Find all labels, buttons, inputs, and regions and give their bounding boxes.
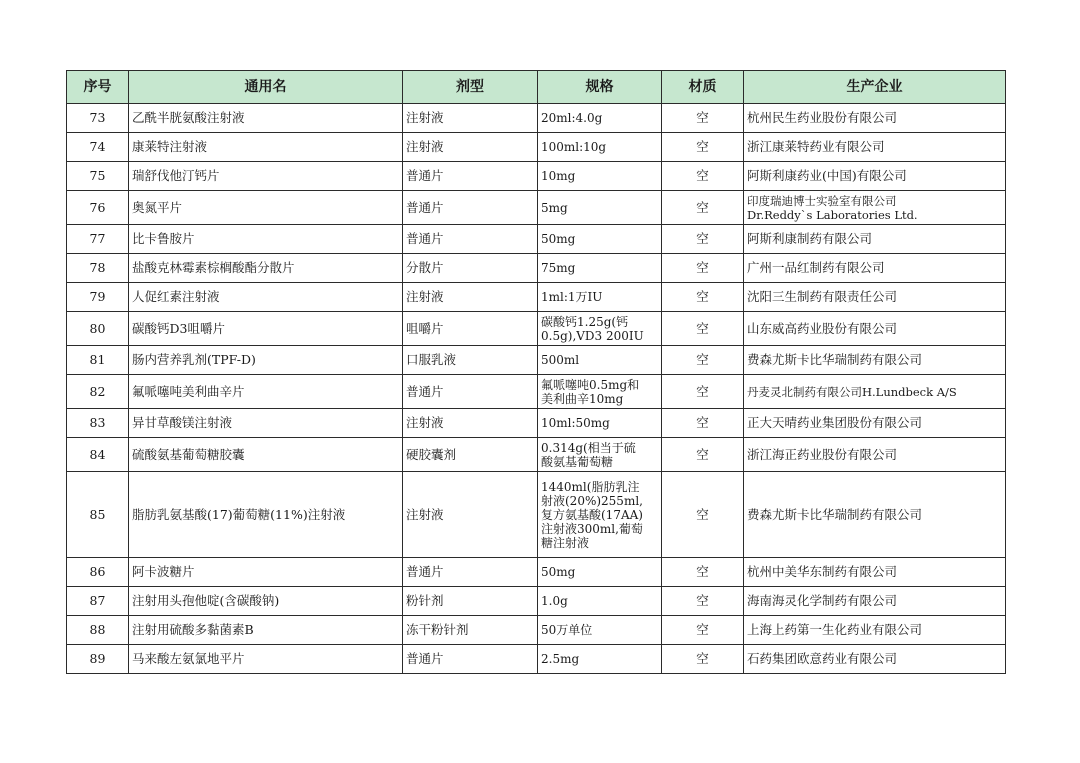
cell-manufacturer: 费森尤斯卡比华瑞制药有限公司 (744, 346, 1006, 375)
cell-manufacturer: 印度瑞迪博士实验室有限公司 Dr.Reddy`s Laboratories Ltd. (744, 191, 1006, 225)
cell-material: 空 (662, 409, 744, 438)
cell-dosage-form: 冻干粉针剂 (403, 616, 538, 645)
cell-specification: 氟哌噻吨0.5mg和 美利曲辛10mg (538, 375, 662, 409)
cell-dosage-form: 硬胶囊剂 (403, 438, 538, 472)
cell-generic-name: 人促红素注射液 (129, 283, 403, 312)
cell-material: 空 (662, 616, 744, 645)
cell-dosage-form: 普通片 (403, 375, 538, 409)
cell-dosage-form: 普通片 (403, 191, 538, 225)
table-row (67, 558, 1006, 587)
cell-manufacturer: 丹麦灵北制药有限公司H.Lundbeck A/S (744, 375, 1006, 409)
cell-material: 空 (662, 104, 744, 133)
cell-dosage-form: 口服乳液 (403, 346, 538, 375)
cell-generic-name: 康莱特注射液 (129, 133, 403, 162)
cell-dosage-form: 注射液 (403, 133, 538, 162)
cell-manufacturer: 浙江康莱特药业有限公司 (744, 133, 1006, 162)
cell-generic-name: 肠内营养乳剂(TPF-D) (129, 346, 403, 375)
cell-serial-number: 79 (67, 283, 129, 312)
cell-specification: 75mg (538, 254, 662, 283)
cell-generic-name: 盐酸克林霉素棕榈酸酯分散片 (129, 254, 403, 283)
header-material: 材质 (662, 71, 744, 104)
table-row (67, 254, 1006, 283)
header-serial-number: 序号 (67, 71, 129, 104)
cell-serial-number: 73 (67, 104, 129, 133)
cell-specification: 2.5mg (538, 645, 662, 674)
cell-serial-number: 75 (67, 162, 129, 191)
table-row (67, 438, 1006, 472)
cell-generic-name: 注射用头孢他啶(含碳酸钠) (129, 587, 403, 616)
cell-serial-number: 87 (67, 587, 129, 616)
cell-specification: 50mg (538, 225, 662, 254)
cell-serial-number: 86 (67, 558, 129, 587)
header-manufacturer: 生产企业 (744, 71, 1006, 104)
cell-dosage-form: 注射液 (403, 472, 538, 558)
cell-specification: 50mg (538, 558, 662, 587)
cell-specification: 50万单位 (538, 616, 662, 645)
cell-specification: 500ml (538, 346, 662, 375)
cell-manufacturer: 海南海灵化学制药有限公司 (744, 587, 1006, 616)
cell-manufacturer: 广州一品红制药有限公司 (744, 254, 1006, 283)
table-row (67, 191, 1006, 225)
cell-generic-name: 奥氮平片 (129, 191, 403, 225)
cell-serial-number: 74 (67, 133, 129, 162)
cell-serial-number: 89 (67, 645, 129, 674)
cell-generic-name: 注射用硫酸多黏菌素B (129, 616, 403, 645)
cell-dosage-form: 普通片 (403, 558, 538, 587)
cell-serial-number: 76 (67, 191, 129, 225)
table-row (67, 409, 1006, 438)
cell-material: 空 (662, 346, 744, 375)
cell-generic-name: 脂肪乳氨基酸(17)葡萄糖(11%)注射液 (129, 472, 403, 558)
cell-manufacturer: 石药集团欧意药业有限公司 (744, 645, 1006, 674)
cell-manufacturer: 杭州中美华东制药有限公司 (744, 558, 1006, 587)
cell-manufacturer: 费森尤斯卡比华瑞制药有限公司 (744, 472, 1006, 558)
cell-dosage-form: 普通片 (403, 225, 538, 254)
table-row (67, 283, 1006, 312)
cell-material: 空 (662, 587, 744, 616)
cell-manufacturer: 阿斯利康药业(中国)有限公司 (744, 162, 1006, 191)
cell-dosage-form: 注射液 (403, 409, 538, 438)
cell-dosage-form: 咀嚼片 (403, 312, 538, 346)
cell-serial-number: 80 (67, 312, 129, 346)
cell-material: 空 (662, 438, 744, 472)
cell-manufacturer: 上海上药第一生化药业有限公司 (744, 616, 1006, 645)
cell-generic-name: 异甘草酸镁注射液 (129, 409, 403, 438)
header-dosage-form: 剂型 (403, 71, 538, 104)
cell-dosage-form: 注射液 (403, 283, 538, 312)
cell-specification: 10ml:50mg (538, 409, 662, 438)
cell-generic-name: 阿卡波糖片 (129, 558, 403, 587)
cell-generic-name: 乙酰半胱氨酸注射液 (129, 104, 403, 133)
cell-specification: 1ml:1万IU (538, 283, 662, 312)
table-row (67, 346, 1006, 375)
cell-material: 空 (662, 162, 744, 191)
cell-specification: 20ml:4.0g (538, 104, 662, 133)
cell-material: 空 (662, 283, 744, 312)
cell-manufacturer: 沈阳三生制药有限责任公司 (744, 283, 1006, 312)
cell-serial-number: 77 (67, 225, 129, 254)
cell-serial-number: 82 (67, 375, 129, 409)
cell-material: 空 (662, 133, 744, 162)
cell-generic-name: 碳酸钙D3咀嚼片 (129, 312, 403, 346)
table-row (67, 312, 1006, 346)
cell-material: 空 (662, 558, 744, 587)
cell-dosage-form: 分散片 (403, 254, 538, 283)
cell-specification: 碳酸钙1.25g(钙 0.5g),VD3 200IU (538, 312, 662, 346)
cell-specification: 1440ml(脂肪乳注 射液(20%)255ml, 复方氨基酸(17AA) 注射液300ml,葡萄 糖注射液 (538, 472, 662, 558)
cell-manufacturer: 杭州民生药业股份有限公司 (744, 104, 1006, 133)
cell-specification: 100ml:10g (538, 133, 662, 162)
cell-generic-name: 硫酸氨基葡萄糖胶囊 (129, 438, 403, 472)
table-row (67, 645, 1006, 674)
table-row (67, 133, 1006, 162)
cell-serial-number: 84 (67, 438, 129, 472)
cell-manufacturer: 山东威高药业股份有限公司 (744, 312, 1006, 346)
table-header-row (67, 71, 1006, 104)
cell-dosage-form: 注射液 (403, 104, 538, 133)
cell-generic-name: 比卡鲁胺片 (129, 225, 403, 254)
cell-material: 空 (662, 254, 744, 283)
cell-material: 空 (662, 375, 744, 409)
cell-serial-number: 83 (67, 409, 129, 438)
table-row (67, 225, 1006, 254)
cell-specification: 0.314g(相当于硫 酸氨基葡萄糖 (538, 438, 662, 472)
cell-material: 空 (662, 645, 744, 674)
cell-specification: 1.0g (538, 587, 662, 616)
cell-dosage-form: 普通片 (403, 645, 538, 674)
table-row (67, 162, 1006, 191)
cell-specification: 5mg (538, 191, 662, 225)
cell-serial-number: 88 (67, 616, 129, 645)
table-row (67, 472, 1006, 558)
table-row (67, 616, 1006, 645)
cell-manufacturer: 正大天晴药业集团股份有限公司 (744, 409, 1006, 438)
cell-generic-name: 瑞舒伐他汀钙片 (129, 162, 403, 191)
cell-dosage-form: 普通片 (403, 162, 538, 191)
drug-table (66, 70, 1006, 674)
cell-serial-number: 85 (67, 472, 129, 558)
cell-specification: 10mg (538, 162, 662, 191)
cell-generic-name: 氟哌噻吨美利曲辛片 (129, 375, 403, 409)
table-row (67, 375, 1006, 409)
cell-dosage-form: 粉针剂 (403, 587, 538, 616)
header-specification: 规格 (538, 71, 662, 104)
header-generic-name: 通用名 (129, 71, 403, 104)
cell-manufacturer: 阿斯利康制药有限公司 (744, 225, 1006, 254)
cell-manufacturer: 浙江海正药业股份有限公司 (744, 438, 1006, 472)
cell-material: 空 (662, 312, 744, 346)
cell-material: 空 (662, 472, 744, 558)
cell-serial-number: 81 (67, 346, 129, 375)
cell-material: 空 (662, 191, 744, 225)
table-row (67, 104, 1006, 133)
cell-generic-name: 马来酸左氨氯地平片 (129, 645, 403, 674)
table-row (67, 587, 1006, 616)
cell-material: 空 (662, 225, 744, 254)
cell-serial-number: 78 (67, 254, 129, 283)
